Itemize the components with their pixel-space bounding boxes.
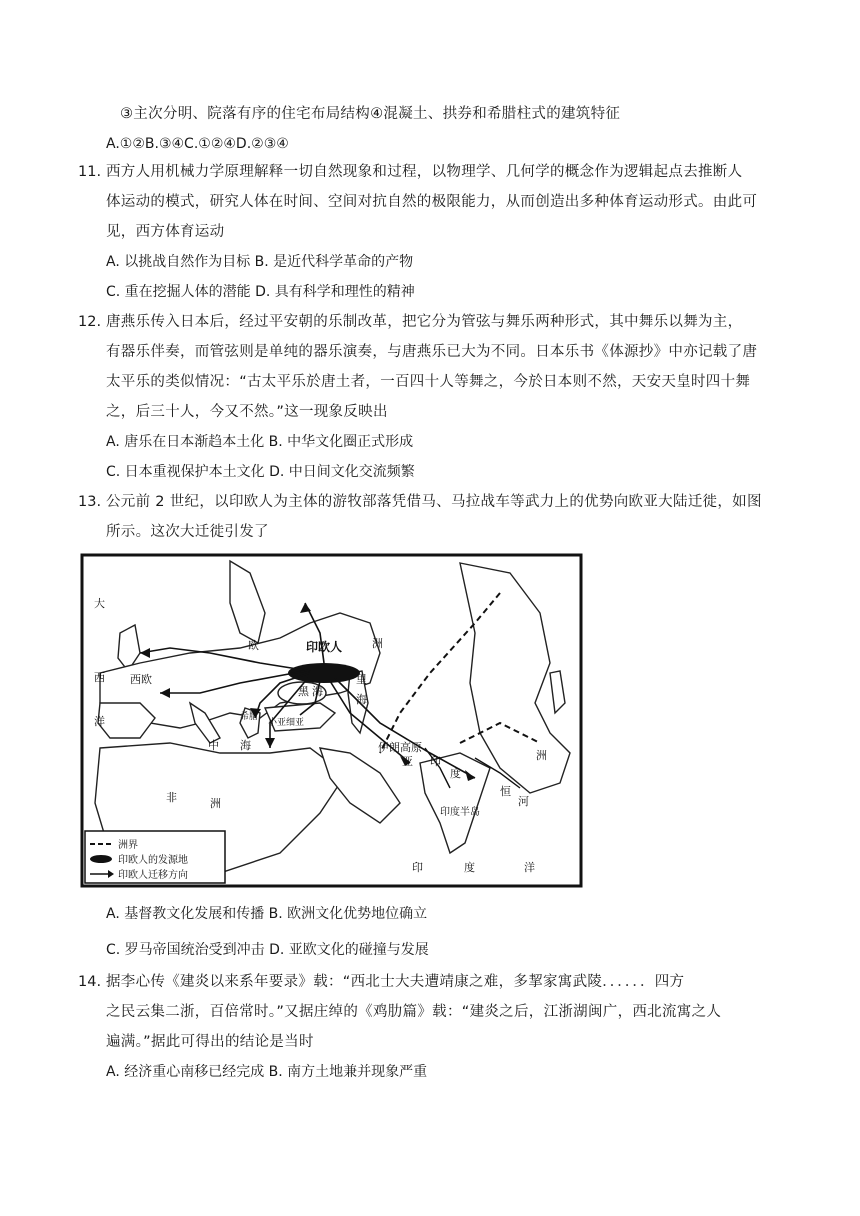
q11-number: 11. (78, 164, 102, 180)
q13-options-cd: C. 罗马帝国统治受到冲击 D. 亚欧文化的碰撞与发展 (106, 942, 429, 958)
map-label: 西 (94, 671, 105, 684)
q12-stem-line: 唐燕乐传入日本后，经过平安朝的乐制改革，把它分为管弦与舞乐两种形式，其中舞乐以舞为主， (106, 314, 743, 330)
map-label: 洲 (536, 749, 547, 762)
q11-options-ab: A. 以挑战自然作为目标 B. 是近代科学革命的产物 (106, 254, 414, 270)
q11-stem-line: 见，西方体育运动 (106, 224, 225, 240)
q13-stem-line: 所示。这次大迁徙引发了 (106, 524, 269, 540)
q14-options-ab: A. 经济重心南移已经完成 B. 南方土地兼并现象严重 (106, 1064, 428, 1080)
map-label: 中 (208, 739, 219, 752)
map-label: 洋 (94, 715, 105, 728)
q12-stem-line: 有器乐伴奏，而管弦则是单纯的器乐演奏，与唐燕乐已大为不同。日本乐书《体源抄》中亦记载了唐 (106, 344, 758, 360)
origin-area (288, 663, 360, 683)
q10-options: A.①②B.③④C.①②④D.②③④ (106, 136, 289, 152)
q12-number: 12. (78, 314, 102, 330)
map-label: 黑 (298, 685, 309, 698)
q12-options-cd: C. 日本重视保护本土文化 D. 中日间文化交流频繁 (106, 464, 415, 480)
map-label: 印 (430, 755, 441, 768)
map-label: 印度半岛 (440, 807, 480, 818)
q11-stem-line: 体运动的模式，研究人体在时间、空间对抗自然的极限能力，从而创造出多种体育运动形式。由此可 (106, 194, 758, 210)
map-label: 印欧人 (306, 640, 343, 654)
map-label: 里 (356, 673, 367, 686)
map-label: 洲 (210, 797, 221, 810)
legend-origin-symbol (90, 855, 112, 863)
q12-stem-line: 之，后三十人，今又不然。”这一现象反映出 (106, 404, 388, 420)
map-label: 伊朗高原 (378, 741, 422, 754)
map-label: 欧 (248, 639, 259, 652)
q14-stem-line: 据李心传《建炎以来系年要录》载：“西北士大夫遭靖康之难，多挈家寓武陵．．．．．．四方 (106, 974, 685, 990)
map-label: 洋 (524, 861, 535, 874)
map-label: 非 (166, 791, 177, 804)
q12-options-ab: A. 唐乐在日本渐趋本土化 B. 中华文化圈正式形成 (106, 434, 414, 450)
map-label: 度 (464, 861, 475, 874)
map-label: 希腊 (240, 712, 259, 722)
legend-route-label: 印欧人迁移方向 (118, 870, 188, 881)
legend-origin-label: 印欧人的发源地 (118, 855, 188, 866)
q11-options-cd: C. 重在挖掘人体的潜能 D. 具有科学和理性的精神 (106, 284, 415, 300)
map-label: 大 (94, 597, 105, 610)
q13-stem-line: 公元前 2 世纪，以印欧人为主体的游牧部落凭借马、马拉战车等武力上的优势向欧亚大陆迁徙，如图 (106, 494, 762, 510)
map-label: 海 (240, 739, 251, 752)
legend-boundary-label: 洲界 (118, 840, 138, 851)
q10-stem-line: ③主次分明、院落有序的住宅布局结构④混凝土、拱券和希腊柱式的建筑特征 (120, 106, 621, 122)
q13-options-ab: A. 基督教文化发展和传播 B. 欧洲文化优势地位确立 (106, 906, 428, 922)
q14-stem-line: 之民云集二浙，百倍常时。”又据庄绰的《鸡肋篇》载：“建炎之后，江浙湖闽广，西北流寓之人 (106, 1004, 722, 1020)
q11-stem-line: 西方人用机械力学原理解释一切自然现象和过程，以物理学、几何学的概念作为逻辑起点去推断人 (106, 164, 743, 180)
map-label: 西欧 (130, 673, 152, 686)
migration-map (80, 553, 583, 888)
q14-number: 14. (78, 974, 102, 990)
map-legend (85, 831, 225, 883)
map-label: 恒 (500, 785, 511, 798)
map-label: 洲 (372, 637, 383, 650)
map-label: 小亚细亚 (268, 718, 305, 728)
q12-stem-line: 太平乐的类似情况：“古太平乐於唐土者，一百四十人等舞之，今於日本则不然，天安天皇时四十舞 (106, 374, 751, 390)
map-label: 亚 (402, 755, 413, 768)
q13-number: 13. (78, 494, 102, 510)
map-label: 河 (518, 795, 529, 808)
q14-stem-line: 遍满。”据此可得出的结论是当时 (106, 1034, 314, 1050)
map-label: 海 (356, 693, 367, 706)
map-label: 印 (412, 861, 423, 874)
map-label: 海 (312, 685, 323, 698)
map-label: 度 (450, 767, 461, 780)
